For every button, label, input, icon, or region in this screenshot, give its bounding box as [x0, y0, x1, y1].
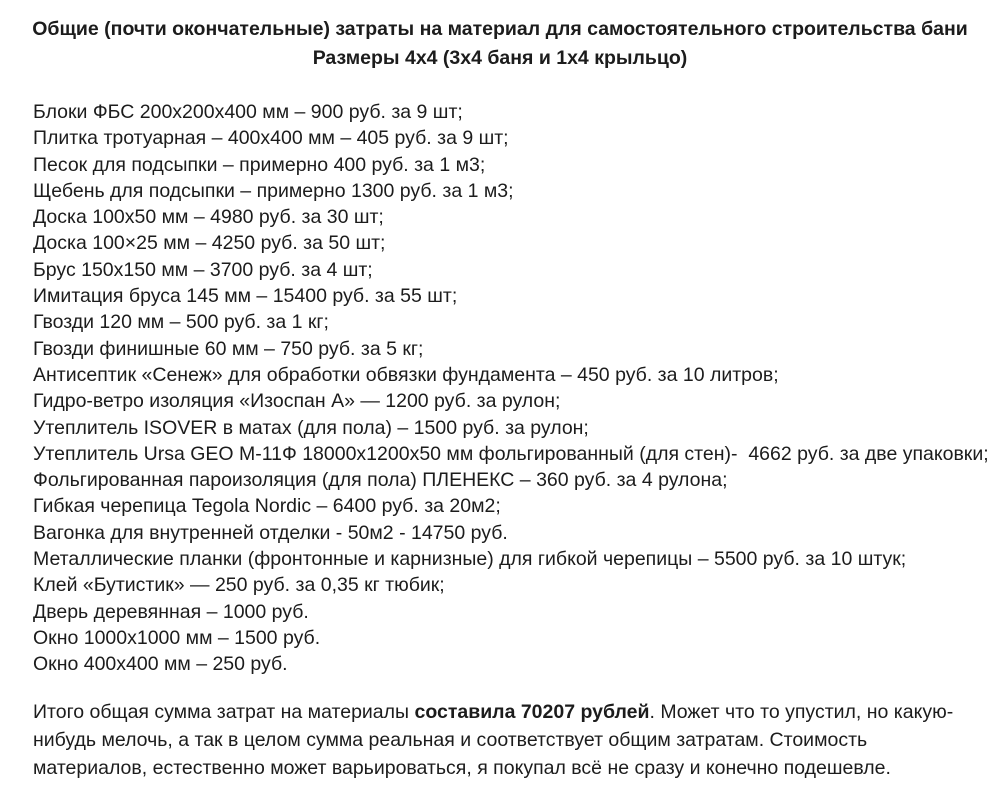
material-item: Доска 100×25 мм – 4250 руб. за 50 шт; — [33, 232, 386, 255]
material-item: Имитация бруса 145 мм – 15400 руб. за 55 шт; — [33, 285, 458, 308]
material-item: Антисептик «Сенеж» для обработки обвязки фундамента – 450 руб. за 10 литров; — [33, 363, 779, 386]
material-item: Утеплитель Ursa GEO М-11Ф 18000х1200х50 мм фольгированный (для стен)- 4662 руб. за две упаковки; — [33, 442, 989, 465]
summary-paragraph — [33, 698, 974, 782]
summary-total-amount: составила 70207 рублей — [414, 700, 650, 723]
material-item: Металлические планки (фронтонные и карнизные) для гибкой черепицы – 5500 руб. за 10 штук; — [33, 548, 907, 571]
material-item: Доска 100х50 мм – 4980 руб. за 30 шт; — [33, 206, 384, 229]
material-item: Плитка тротуарная – 400х400 мм – 405 руб. за 9 шт; — [33, 127, 509, 150]
summary-text-start: Итого общая сумма затрат на материалы — [33, 700, 415, 723]
materials-list — [0, 99, 1000, 678]
material-item: Блоки ФБС 200х200х400 мм – 900 руб. за 9 шт; — [33, 101, 463, 123]
material-item: Щебень для подсыпки – примерно 1300 руб. за 1 м3; — [33, 179, 514, 202]
summary-text-end: . Может что то упустил, но какую-нибудь мелочь, а так в целом сумма реальная и соответствует общим затратам. Стоимость материалов, естественно может варьироваться, я покупал всё не сразу и конечно подешевле. — [33, 700, 954, 779]
material-item: Фольгированная пароизоляция (для пола) ПЛЕНЕКС – 360 руб. за 4 рулона; — [33, 469, 728, 492]
material-item: Гвозди финишные 60 мм – 750 руб. за 5 кг; — [33, 337, 424, 360]
material-item: Гибкая черепица Tegola Nordic – 6400 руб. за 20м2; — [33, 495, 501, 518]
title-line-2: Размеры 4х4 (3х4 баня и 1х4 крыльцо) — [312, 47, 688, 69]
document-title — [0, 0, 1000, 73]
material-item: Гидро-ветро изоляция «Изоспан А» — 1200 руб. за рулон; — [33, 390, 561, 413]
title-line-1: Общие (почти окончательные) затраты на материал для самостоятельного строительства бани — [32, 18, 968, 40]
material-item: Брус 150х150 мм – 3700 руб. за 4 шт; — [33, 258, 373, 281]
material-item: Клей «Бутистик» — 250 руб. за 0,35 кг тюбик; — [33, 574, 445, 597]
material-item: Окно 400х400 мм – 250 руб. — [33, 653, 288, 676]
material-item: Вагонка для внутренней отделки - 50м2 - 14750 руб. — [33, 521, 508, 544]
material-item: Гвозди 120 мм – 500 руб. за 1 кг; — [33, 311, 329, 334]
material-item: Утеплитель ISOVER в матах (для пола) – 1500 руб. за рулон; — [33, 416, 589, 439]
material-item: Песок для подсыпки – примерно 400 руб. за 1 м3; — [33, 153, 486, 176]
material-item: Окно 1000х1000 мм – 1500 руб. — [33, 626, 321, 649]
material-item: Дверь деревянная – 1000 руб. — [33, 600, 309, 623]
